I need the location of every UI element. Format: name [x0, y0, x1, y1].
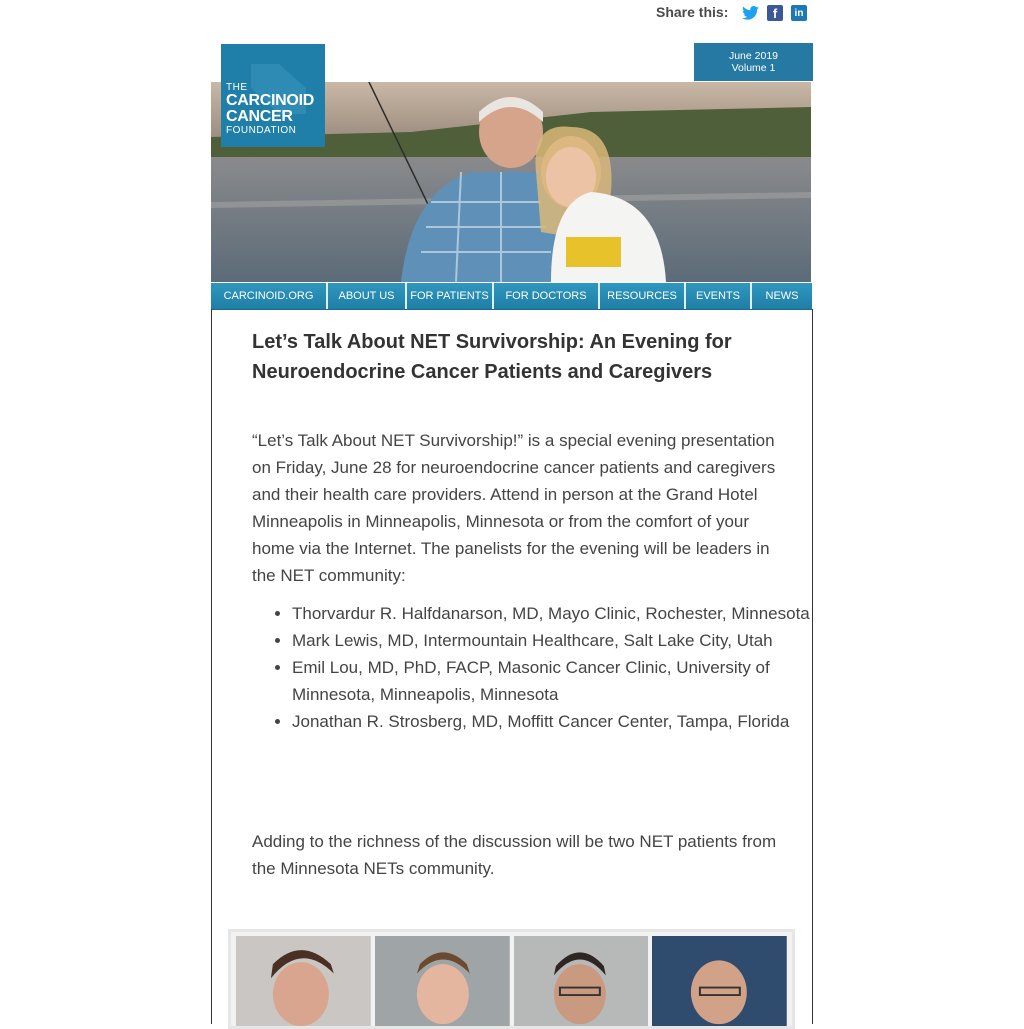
logo-line-carcinoid: CARCINOID [226, 92, 314, 109]
panelist-list [252, 600, 812, 735]
linkedin-share-icon[interactable]: in [791, 5, 807, 21]
main-nav [211, 283, 812, 310]
article-closing: Adding to the richness of the discussion will be two NET patients from the Minnesota NETs community. [252, 832, 777, 878]
issue-volume: Volume 1 [731, 62, 776, 74]
list-item: • Thorvardur R. Halfdanarson, MD, Mayo Clinic, Rochester, Minnesota [292, 600, 812, 627]
share-label: Share this: [656, 4, 729, 20]
logo-line-foundation: FOUNDATION [226, 125, 297, 136]
list-item: • Jonathan R. Strosberg, MD, Moffitt Cancer Center, Tampa, Florida [292, 708, 812, 735]
logo-line-cancer: CANCER [226, 108, 293, 125]
nav-item-news[interactable]: NEWS [752, 283, 812, 309]
issue-date: June 2019 [728, 50, 779, 62]
nav-item-resources[interactable]: RESOURCES [600, 283, 686, 309]
panelist-photo [652, 936, 787, 1026]
facebook-share-icon[interactable]: f [767, 5, 783, 21]
nav-item-about-us[interactable]: ABOUT US [328, 283, 407, 309]
nav-item-for-patients[interactable]: FOR PATIENTS [407, 283, 494, 309]
panelist-photos [228, 929, 795, 1029]
issue-badge [694, 43, 813, 81]
panelist-photo [375, 936, 510, 1026]
article-body [211, 309, 813, 1024]
list-item: • Emil Lou, MD, PhD, FACP, Masonic Cancer Clinic, University of Minnesota, Minneapolis, Minnesota [292, 654, 812, 708]
nav-item-events[interactable]: EVENTS [686, 283, 752, 309]
twitter-share-icon[interactable] [742, 5, 759, 21]
panelist-photo [236, 936, 371, 1026]
list-item: • Mark Lewis, MD, Intermountain Healthcare, Salt Lake City, Utah [292, 627, 812, 654]
article-intro: “Let’s Talk About NET Survivorship!” is a special evening presentation on Friday, June 28 for neuroendocrine cancer patients and caregivers and their health care providers. Attend in person at the Grand Hotel Minneapolis in Minneapolis, Minnesota or from the comfort of your home via the Internet. The panelists for the evening will be leaders in the NET community: [252, 431, 776, 585]
foundation-logo[interactable] [221, 44, 325, 147]
panelist-photo [514, 936, 649, 1026]
article-title: Let’s Talk About NET Survivorship: An Evening for Neuroendocrine Cancer Patients and Caregivers [252, 331, 732, 383]
nav-item-carcinoid-org[interactable]: CARCINOID.ORG [211, 283, 328, 309]
logo-line-the: THE [226, 82, 248, 93]
nav-item-for-doctors[interactable]: FOR DOCTORS [494, 283, 600, 309]
